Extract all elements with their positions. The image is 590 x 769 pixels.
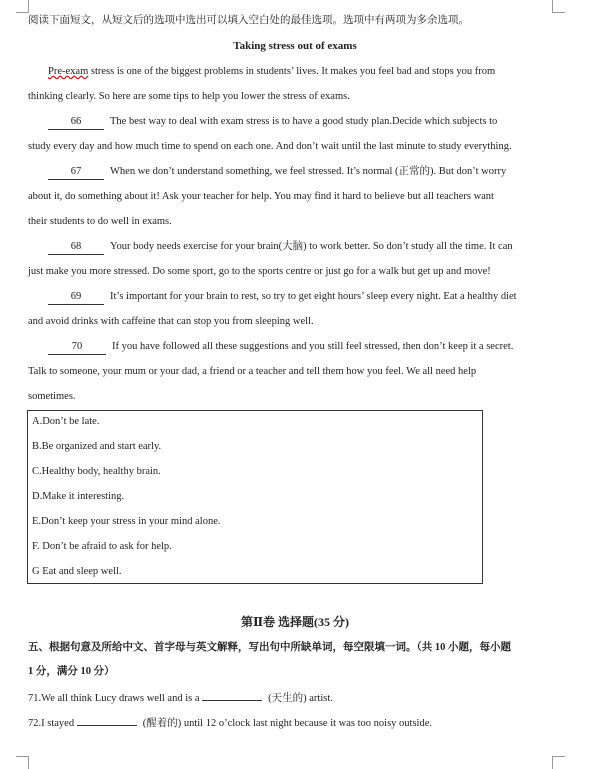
q69-continuation: and avoid drinks with caffeine that can stop you from sleeping well. bbox=[28, 316, 314, 327]
passage-title: Taking stress out of exams bbox=[233, 40, 357, 52]
question-72 bbox=[28, 715, 550, 731]
intro-first-word: Pre-exam bbox=[48, 66, 89, 77]
blank-70[interactable]: 70 bbox=[48, 340, 106, 355]
blank-72[interactable] bbox=[77, 715, 137, 726]
option-e[interactable]: E.Don’t keep your stress in your mind alone. bbox=[32, 516, 221, 527]
q71-text-before: 71.We all think Lucy draws well and is a bbox=[28, 693, 203, 704]
q66-text: The best way to deal with exam stress is to have a good study plan.Decide which subjects to bbox=[110, 116, 498, 127]
option-f[interactable]: F. Don’t be afraid to ask for help. bbox=[32, 541, 172, 552]
q70-continuation-2: sometimes. bbox=[28, 391, 76, 402]
q72-text-after: until 12 o’clock last night because it was too noisy outside. bbox=[181, 718, 432, 729]
corner-mark-top-right bbox=[552, 0, 565, 13]
option-c[interactable]: C.Healthy body, healthy brain. bbox=[32, 466, 161, 477]
q70-continuation: Talk to someone, your mum or your dad, a friend or a teacher and tell them how you feel. We all need help bbox=[28, 366, 477, 377]
intro-line-1 bbox=[48, 65, 550, 79]
q67-text: When we don’t understand something, we feel stressed. It’s normal (正常的). But don’t worry bbox=[110, 166, 507, 177]
intro-text: stress is one of the biggest problems in students’ lives. It makes you feel bad and stops you from bbox=[88, 66, 496, 77]
q72-text-before: 72.I stayed bbox=[28, 718, 77, 729]
option-d[interactable]: D.Make it interesting. bbox=[32, 491, 125, 502]
q68-continuation: just make you more stressed. Do some sport, go to the sports centre or just go for a walk but get up and move! bbox=[28, 266, 491, 277]
section-5-instruction-line-1: 五、根据句意及所给中文、首字母与英文解释，写出句中所缺单词，每空限填一词。（共 10 小题，每小题 bbox=[28, 642, 511, 653]
q66-continuation: study every day and how much time to spend on each one. And don’t wait until the last minute to study everything. bbox=[28, 141, 512, 152]
q71-hint: (天生的) bbox=[268, 693, 307, 704]
question-66 bbox=[48, 115, 550, 130]
q67-continuation: about it, do something about it! Ask your teacher for help. You may find it hard to believe but all teachers want bbox=[28, 191, 494, 202]
q70-text: If you have followed all these suggestions and you still feel stressed, then don’t keep it a secret. bbox=[112, 341, 514, 352]
options-box bbox=[27, 410, 483, 584]
corner-mark-bottom-left bbox=[16, 756, 29, 769]
question-69 bbox=[48, 290, 550, 305]
option-g[interactable]: G Eat and sleep well. bbox=[32, 566, 122, 577]
blank-67[interactable]: 67 bbox=[48, 165, 104, 180]
intro-line-2: thinking clearly. So here are some tips to help you lower the stress of exams. bbox=[28, 91, 350, 102]
question-70 bbox=[48, 340, 550, 355]
question-67 bbox=[48, 165, 550, 180]
question-68 bbox=[48, 240, 550, 255]
blank-66[interactable]: 66 bbox=[48, 115, 104, 130]
blank-69[interactable]: 69 bbox=[48, 290, 104, 305]
q71-text-after: artist. bbox=[306, 693, 333, 704]
q67-continuation-2: their students to do well in exams. bbox=[28, 216, 172, 227]
option-a[interactable]: A.Don’t be late. bbox=[32, 416, 100, 427]
corner-mark-bottom-right bbox=[552, 756, 565, 769]
section-2-title: 第Ⅱ卷 选择题(35 分) bbox=[240, 615, 350, 629]
q68-text: Your body needs exercise for your brain(大脑) to work better. So don’t study all the time. It can bbox=[110, 241, 513, 252]
corner-mark-top-left bbox=[16, 0, 29, 13]
option-b[interactable]: B.Be organized and start early. bbox=[32, 441, 162, 452]
q72-hint: (醒着的) bbox=[142, 718, 182, 729]
q69-text: It’s important for your brain to rest, so try to get eight hours’ sleep every night. Eat a healthy diet bbox=[110, 291, 517, 302]
instruction-text: 阅读下面短文，从短文后的选项中选出可以填入空白处的最佳选项。选项中有两项为多余选项。 bbox=[28, 15, 469, 26]
blank-71[interactable] bbox=[202, 690, 262, 701]
section-5-instruction-line-2: 1 分，满分 10 分） bbox=[28, 666, 115, 677]
question-71 bbox=[28, 690, 550, 706]
blank-68[interactable]: 68 bbox=[48, 240, 104, 255]
